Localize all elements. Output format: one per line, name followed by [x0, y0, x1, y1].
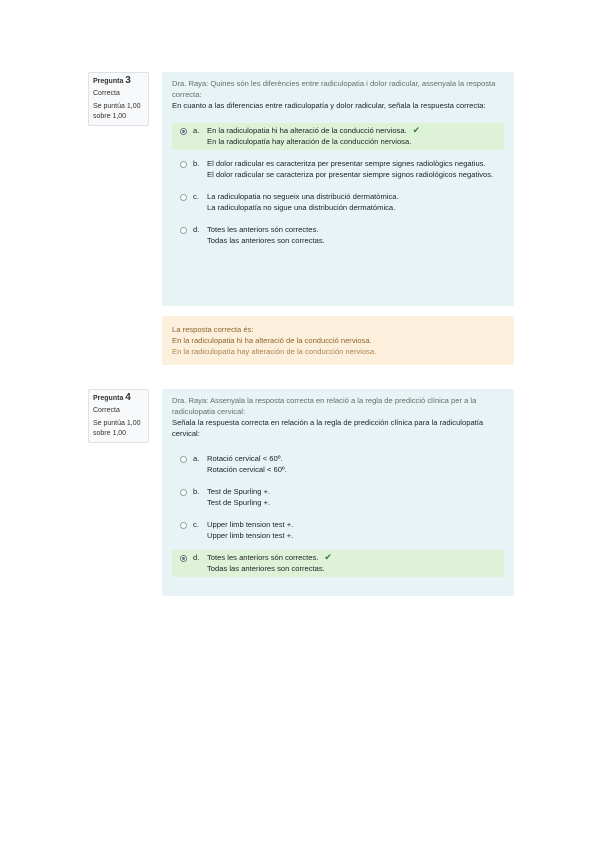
answer-option-d[interactable]: [172, 550, 504, 577]
radio-button-icon[interactable]: [180, 128, 187, 135]
question-state: Correcta: [93, 90, 120, 97]
question-number: 4: [125, 392, 131, 403]
feedback-text-ca: En la radiculopatia hi ha alteració de la conducció nerviosa.: [172, 336, 372, 345]
option-letter: c.: [193, 520, 199, 529]
option-text-es: Todas las anteriores son correctas.: [207, 236, 325, 245]
question-number: 3: [125, 75, 131, 86]
radio-button-icon[interactable]: [180, 161, 187, 168]
question-3-box: [162, 72, 514, 306]
option-text-ca: El dolor radicular es caracteritza per presentar sempre signes radiològics negatius.: [207, 159, 486, 168]
question-grade-max: sobre 1,00: [93, 430, 127, 437]
radio-button-icon[interactable]: [180, 227, 187, 234]
question-4-text: [172, 395, 504, 439]
option-text-es: Upper limb tension test +.: [207, 531, 294, 540]
answer-option-a[interactable]: [172, 451, 504, 478]
question-3-text: [172, 78, 504, 111]
option-text-es: Rotación cervical < 60º.: [207, 465, 287, 474]
option-letter: a.: [193, 454, 200, 463]
radio-button-icon[interactable]: [180, 489, 187, 496]
question-label: Pregunta: [93, 395, 124, 402]
question-3-info: [88, 72, 149, 126]
option-letter: a.: [193, 126, 200, 135]
answer-option-b[interactable]: [172, 484, 504, 511]
option-text-es: El dolor radicular se caracteriza por presentar siempre signos radiológicos negativos.: [207, 170, 494, 179]
option-text-es: Test de Spurling +.: [207, 498, 271, 507]
answer-list: [172, 451, 504, 577]
question-label: Pregunta: [93, 78, 124, 85]
option-text-ca: Totes les anteriors són correctes.: [207, 225, 319, 234]
option-text-ca: Upper limb tension test +.: [207, 520, 294, 529]
answer-option-a[interactable]: [172, 123, 504, 150]
radio-button-icon[interactable]: [180, 456, 187, 463]
option-text-ca: Test de Spurling +.: [207, 487, 271, 496]
option-text-es: Todas las anteriores son correctas.: [207, 564, 325, 573]
option-letter: b.: [193, 487, 200, 496]
feedback-text-es: En la radiculopatía hay alteración de la conducción nerviosa.: [172, 347, 377, 356]
radio-button-icon[interactable]: [180, 194, 187, 201]
option-text-ca: La radiculopatia no segueix una distribució dermatòmica.: [207, 192, 399, 201]
check-icon: ✔: [412, 125, 421, 135]
option-text-ca: Totes les anteriors són correctes. ✔: [207, 552, 332, 562]
option-text-ca: Rotació cervical < 60º.: [207, 454, 283, 463]
question-4-info: [88, 389, 149, 443]
question-text-ca: Dra. Raya: Quines són les diferències entre radiculopatia i dolor radicular, assenyala la resposta correcta:: [172, 79, 496, 99]
question-text-ca: Dra. Raya: Assenyala la resposta correcta en relació a la regla de predicció clínica per a la radiculopatia cervical:: [172, 396, 477, 416]
check-icon: ✔: [324, 552, 332, 562]
question-grade: Se puntúa 1,00: [93, 103, 141, 110]
answer-option-c[interactable]: [172, 517, 504, 544]
question-4-box: [162, 389, 514, 596]
option-letter: d.: [193, 553, 200, 562]
option-letter: b.: [193, 159, 200, 168]
question-grade-max: sobre 1,00: [93, 113, 127, 120]
answer-option-b[interactable]: [172, 156, 504, 183]
option-text-ca: En la radiculopatia hi ha alteració de la conducció nerviosa. ✔: [207, 125, 421, 135]
option-letter: c.: [193, 192, 199, 201]
question-text-es: En cuanto a las diferencias entre radiculopatía y dolor radicular, señala la respuesta correcta:: [172, 101, 486, 110]
answer-list: [172, 123, 504, 249]
question-text-es: Señala la respuesta correcta en relación a la regla de predicción clínica para la radiculopatía cervical:: [172, 418, 484, 438]
answer-option-d[interactable]: [172, 222, 504, 249]
question-state: Correcta: [93, 407, 120, 414]
feedback-heading: La resposta correcta és:: [172, 325, 254, 334]
option-text-es: La radiculopatía no sigue una distribución dermatómica.: [207, 203, 396, 212]
radio-button-icon[interactable]: [180, 522, 187, 529]
option-letter: d.: [193, 225, 200, 234]
option-text-es: En la radiculopatía hay alteración de la conducción nerviosa.: [207, 137, 412, 146]
radio-button-icon[interactable]: [180, 555, 187, 562]
answer-option-c[interactable]: [172, 189, 504, 216]
question-grade: Se puntúa 1,00: [93, 420, 141, 427]
right-answer-feedback: [162, 316, 514, 365]
